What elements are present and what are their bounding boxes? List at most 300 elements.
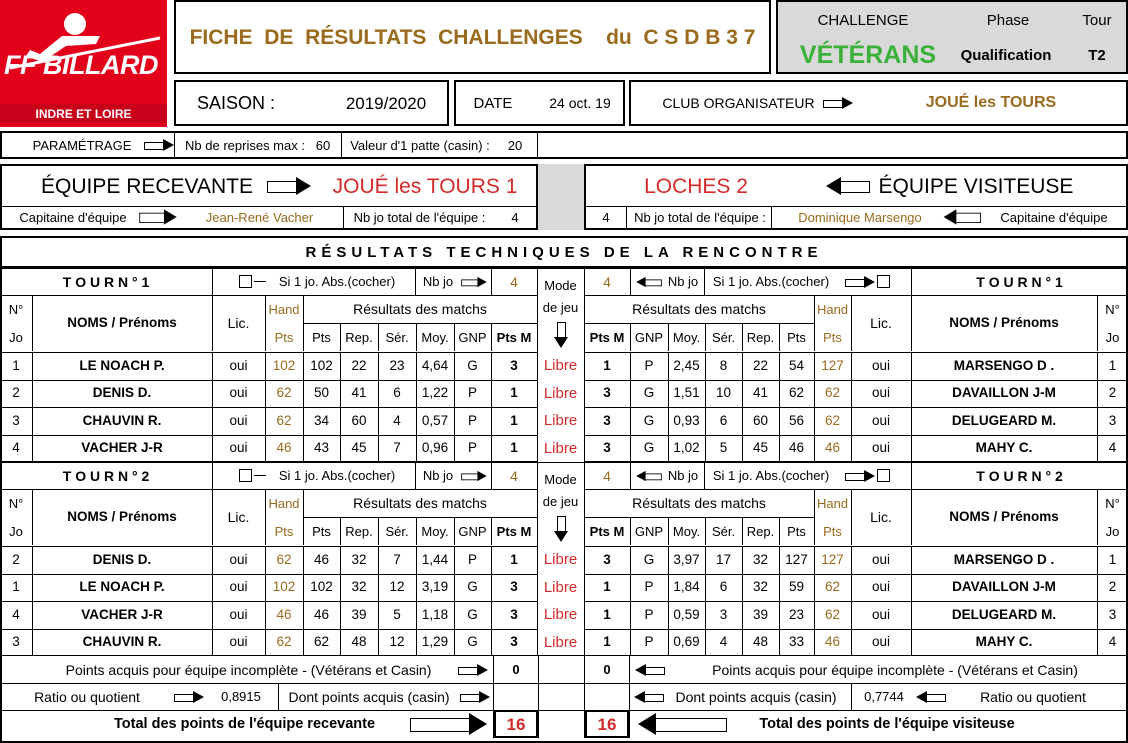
reprises-label: Nb de reprises max : bbox=[185, 137, 305, 153]
cell-hptsm: 3 bbox=[510, 634, 518, 650]
header-n: N° bbox=[8, 301, 24, 317]
absence-checkbox[interactable] bbox=[232, 268, 272, 295]
patte-label: Valeur d'1 patte (casin) : bbox=[350, 137, 490, 153]
club-label: CLUB ORGANISATEUR bbox=[662, 95, 815, 111]
team-separator bbox=[538, 164, 584, 230]
cell-hname: CHAUVIN R. bbox=[82, 412, 162, 428]
cell-ahand: 62 bbox=[824, 606, 841, 622]
cell-arep: 60 bbox=[752, 412, 769, 428]
header-moy: Moy. bbox=[421, 329, 449, 345]
arrow-left-icon bbox=[914, 683, 948, 710]
cell-an: 3 bbox=[1108, 412, 1117, 428]
ratio-away: 0,7744 bbox=[864, 689, 904, 704]
home-nbjo-label: Nb jo total de l'équipe : bbox=[353, 209, 486, 225]
cell-arep: 41 bbox=[752, 385, 769, 401]
header-pts: Pts bbox=[787, 329, 806, 345]
logo-subtitle: INDRE ET LOIRE bbox=[0, 104, 167, 123]
header-ser: Sér. bbox=[385, 329, 409, 345]
casin-label-home: Dont points acquis (casin) bbox=[288, 688, 450, 705]
header-hand-pts: Pts bbox=[823, 523, 842, 539]
arrow-right-icon bbox=[264, 168, 314, 204]
arrow-down-icon bbox=[537, 514, 584, 544]
cell-amoy: 0,69 bbox=[673, 634, 700, 650]
cell-hlic: oui bbox=[229, 412, 248, 428]
cell-hname: VACHER J-R bbox=[81, 606, 163, 622]
header-resultats: Résultats des matchs bbox=[632, 495, 766, 511]
page-title: FICHE DE RÉSULTATS CHALLENGES du C S D B 3 7 bbox=[189, 25, 756, 49]
header-ser: Sér. bbox=[385, 523, 409, 539]
cell-aname: MAHY C. bbox=[975, 440, 1033, 456]
cell-hrep: 41 bbox=[351, 385, 367, 401]
cell-aptsm: 3 bbox=[603, 440, 611, 456]
mode-value: Libre bbox=[543, 439, 578, 457]
cell-hgnp: P bbox=[467, 440, 477, 456]
home-label: ÉQUIPE RECEVANTE bbox=[41, 174, 253, 198]
cell-hn: 2 bbox=[12, 385, 20, 401]
away-team-box bbox=[584, 164, 1128, 230]
cell-aser: 8 bbox=[719, 357, 728, 373]
cell-hrep: 45 bbox=[351, 440, 367, 456]
arrow-down-icon bbox=[537, 320, 584, 350]
cell-apts: 23 bbox=[788, 606, 805, 622]
cell-amoy: 2,45 bbox=[673, 357, 700, 373]
cell-aname: MARSENGO D . bbox=[953, 357, 1055, 373]
cell-agnp: P bbox=[644, 634, 654, 650]
nbjo-label: Nb jo bbox=[667, 274, 699, 289]
cell-an: 2 bbox=[1108, 385, 1117, 401]
cell-alic: oui bbox=[871, 357, 890, 373]
cell-hname: CHAUVIN R. bbox=[82, 634, 162, 650]
header-hand: Hand bbox=[268, 495, 300, 511]
cell-hmoy: 0,57 bbox=[421, 412, 449, 428]
cell-alic: oui bbox=[871, 385, 890, 401]
header-rep: Rep. bbox=[746, 329, 775, 345]
header-jo: Jo bbox=[9, 523, 23, 539]
incomplete-away: 0 bbox=[603, 662, 611, 677]
cell-amoy: 1,84 bbox=[673, 579, 700, 595]
header-hand-pts: Pts bbox=[274, 329, 294, 345]
absence-checkbox[interactable] bbox=[232, 462, 272, 489]
cell-hmoy: 1,44 bbox=[421, 551, 449, 567]
incomplete-label-away: Points acquis pour équipe incomplète - (Vétérans et Casin) bbox=[712, 661, 1078, 678]
home-team-box bbox=[0, 164, 538, 230]
cell-hlic: oui bbox=[229, 634, 248, 650]
cell-hmoy: 1,29 bbox=[421, 634, 449, 650]
cell-aser: 3 bbox=[719, 606, 728, 622]
cell-hptsm: 3 bbox=[510, 579, 518, 595]
mode-value: Libre bbox=[543, 412, 578, 429]
header-hand-pts: Pts bbox=[274, 523, 294, 539]
header-lic: Lic. bbox=[227, 315, 250, 331]
header-ptsm: Pts M bbox=[589, 329, 625, 345]
cell-an: 4 bbox=[1108, 440, 1117, 456]
header-ptsm: Pts M bbox=[496, 523, 532, 539]
cell-arep: 48 bbox=[752, 634, 769, 650]
arrow-left-icon bbox=[634, 710, 730, 738]
club-value: JOUÉ les TOURS bbox=[925, 94, 1057, 111]
ratio-home: 0,8915 bbox=[221, 689, 261, 704]
total-away-label: Total des points de l'équipe visiteuse bbox=[759, 715, 1015, 732]
header-n: N° bbox=[1105, 495, 1120, 511]
cell-arep: 32 bbox=[752, 579, 769, 595]
cell-agnp: G bbox=[643, 551, 655, 567]
cell-hname: VACHER J-R bbox=[81, 440, 163, 456]
cell-apts: 46 bbox=[788, 440, 805, 456]
cell-hgnp: G bbox=[467, 357, 478, 373]
away-nbjo-label: Nb jo total de l'équipe : bbox=[634, 209, 766, 225]
arrow-right-icon bbox=[455, 656, 491, 683]
cell-hn: 2 bbox=[12, 551, 20, 567]
nbjo-home: 4 bbox=[510, 467, 518, 484]
title-box bbox=[174, 0, 771, 74]
cell-hn: 3 bbox=[12, 412, 20, 428]
cell-hrep: 32 bbox=[351, 579, 367, 595]
cell-arep: 32 bbox=[752, 551, 769, 567]
nbjo-label: Nb jo bbox=[422, 274, 454, 289]
cell-hgnp: G bbox=[467, 606, 478, 622]
cell-hgnp: P bbox=[467, 551, 477, 567]
cell-aptsm: 1 bbox=[603, 634, 611, 650]
tour-label: T O U R N ° 1 bbox=[976, 273, 1063, 290]
cell-hrep: 39 bbox=[351, 606, 367, 622]
cell-aser: 10 bbox=[715, 385, 732, 401]
cell-arep: 22 bbox=[752, 357, 769, 373]
nbjo-away: 4 bbox=[603, 467, 611, 484]
cell-hname: LE NOACH P. bbox=[79, 579, 165, 595]
mode-label-2: de jeu bbox=[542, 299, 579, 315]
header-pts: Pts bbox=[312, 523, 331, 539]
cell-hpts: 46 bbox=[313, 606, 330, 622]
cell-hmoy: 4,64 bbox=[421, 357, 449, 373]
cell-apts: 62 bbox=[788, 385, 805, 401]
cell-hgnp: G bbox=[467, 579, 478, 595]
cell-ahand: 46 bbox=[824, 634, 841, 650]
cell-hn: 3 bbox=[12, 634, 20, 650]
ff-billard-logo bbox=[0, 0, 167, 127]
absence-label: Si 1 jo. Abs.(cocher) bbox=[712, 468, 830, 483]
tour-label: Tour bbox=[1082, 11, 1112, 29]
away-captain-label: Capitaine d'équipe bbox=[1000, 209, 1108, 225]
cell-aname: DELUGEARD M. bbox=[951, 606, 1057, 622]
date-label: DATE bbox=[473, 94, 513, 112]
absence-checkbox[interactable] bbox=[838, 268, 896, 295]
cell-hser: 7 bbox=[393, 440, 401, 456]
cell-agnp: G bbox=[643, 440, 655, 456]
cell-aptsm: 1 bbox=[603, 606, 611, 622]
header-hand: Hand bbox=[268, 301, 300, 317]
logo-title: FF BILLARD bbox=[4, 50, 158, 80]
cell-arep: 39 bbox=[752, 606, 769, 622]
cell-agnp: P bbox=[644, 357, 654, 373]
header-noms: NOMS / Prénoms bbox=[67, 315, 177, 331]
absence-label: Si 1 jo. Abs.(cocher) bbox=[278, 274, 396, 289]
cell-hptsm: 3 bbox=[510, 606, 518, 622]
nbjo-label: Nb jo bbox=[422, 468, 454, 483]
cell-an: 2 bbox=[1108, 579, 1117, 595]
absence-checkbox[interactable] bbox=[838, 462, 896, 489]
cell-hlic: oui bbox=[229, 606, 248, 622]
cell-apts: 56 bbox=[788, 412, 805, 428]
cell-arep: 45 bbox=[752, 440, 769, 456]
cell-hpts: 62 bbox=[313, 634, 330, 650]
header-noms: NOMS / Prénoms bbox=[949, 315, 1059, 331]
cell-hptsm: 1 bbox=[510, 440, 518, 456]
cell-aname: DAVAILLON J-M bbox=[952, 385, 1056, 401]
cell-apts: 54 bbox=[788, 357, 805, 373]
away-name: LOCHES 2 bbox=[644, 174, 748, 198]
cell-amoy: 1,51 bbox=[673, 385, 700, 401]
cell-hn: 4 bbox=[12, 606, 20, 622]
cell-amoy: 0,93 bbox=[673, 412, 700, 428]
date-box bbox=[454, 80, 625, 126]
results-title: RÉSULTATS TECHNIQUES DE LA RENCONTRE bbox=[305, 243, 823, 261]
cell-hrep: 22 bbox=[351, 357, 367, 373]
mode-label: Mode bbox=[544, 277, 577, 293]
cell-aname: DELUGEARD M. bbox=[951, 412, 1057, 428]
cell-hpts: 102 bbox=[310, 357, 333, 373]
cell-an: 1 bbox=[1108, 357, 1117, 373]
cell-alic: oui bbox=[871, 606, 890, 622]
arrow-right-icon bbox=[458, 462, 490, 489]
header-n: N° bbox=[8, 495, 24, 511]
mode-value: Libre bbox=[543, 633, 578, 651]
cell-hlic: oui bbox=[229, 440, 248, 456]
header-resultats: Résultats des matchs bbox=[353, 495, 487, 511]
header-gnp: GNP bbox=[634, 523, 664, 539]
cell-hptsm: 3 bbox=[510, 357, 518, 373]
challenge-box bbox=[776, 0, 1128, 74]
saison-label: SAISON : bbox=[196, 93, 276, 113]
cell-hser: 23 bbox=[389, 357, 405, 373]
cell-ahand: 62 bbox=[824, 385, 841, 401]
cell-agnp: G bbox=[643, 412, 655, 428]
header-gnp: GNP bbox=[458, 329, 487, 345]
header-noms: NOMS / Prénoms bbox=[949, 509, 1059, 525]
mode-value: Libre bbox=[543, 357, 578, 374]
mode-label-2: de jeu bbox=[542, 493, 579, 509]
param-row bbox=[0, 131, 1128, 159]
header-lic: Lic. bbox=[870, 315, 892, 331]
cell-hhand: 62 bbox=[276, 412, 292, 428]
cell-hmoy: 1,22 bbox=[421, 385, 449, 401]
nbjo-label: Nb jo bbox=[667, 468, 699, 483]
cell-hptsm: 1 bbox=[510, 412, 518, 428]
cell-aser: 6 bbox=[719, 412, 728, 428]
nbjo-away: 4 bbox=[603, 273, 611, 290]
tour-value: T2 bbox=[1088, 46, 1106, 64]
header-resultats: Résultats des matchs bbox=[632, 301, 766, 317]
cell-agnp: P bbox=[644, 606, 654, 622]
header-pts: Pts bbox=[787, 523, 806, 539]
arrow-left-icon bbox=[632, 656, 668, 683]
header-ser: Sér. bbox=[711, 329, 736, 345]
cell-hser: 12 bbox=[389, 579, 405, 595]
cell-hmoy: 3,19 bbox=[421, 579, 449, 595]
cell-agnp: G bbox=[643, 385, 655, 401]
incomplete-label-home: Points acquis pour équipe incomplète - (Vétérans et Casin) bbox=[65, 661, 432, 678]
tour-label: T O U R N ° 1 bbox=[62, 273, 150, 290]
ratio-label-home: Ratio ou quotient bbox=[34, 688, 140, 705]
header-rep: Rep. bbox=[345, 523, 373, 539]
arrow-left-icon bbox=[824, 168, 872, 204]
cell-hname: DENIS D. bbox=[92, 385, 152, 401]
cell-hptsm: 1 bbox=[510, 551, 518, 567]
cell-hhand: 102 bbox=[272, 357, 296, 373]
mode-value: Libre bbox=[543, 606, 578, 623]
cell-hlic: oui bbox=[229, 551, 248, 567]
header-ptsm: Pts M bbox=[496, 329, 532, 345]
results-title-box bbox=[0, 236, 1128, 268]
reprises-value: 60 bbox=[315, 137, 331, 153]
arrow-right-icon bbox=[458, 268, 490, 295]
cell-hn: 1 bbox=[12, 579, 20, 595]
header-rep: Rep. bbox=[746, 523, 775, 539]
cell-an: 1 bbox=[1108, 551, 1117, 567]
mode-value: Libre bbox=[543, 551, 578, 568]
cell-aser: 4 bbox=[719, 634, 728, 650]
date-value: 24 oct. 19 bbox=[549, 95, 611, 111]
cell-hptsm: 1 bbox=[510, 385, 518, 401]
header-gnp: GNP bbox=[634, 329, 664, 345]
cell-hrep: 48 bbox=[351, 634, 367, 650]
away-nbjo: 4 bbox=[602, 209, 610, 225]
header-lic: Lic. bbox=[227, 509, 250, 525]
cell-aptsm: 3 bbox=[603, 551, 611, 567]
cell-hpts: 46 bbox=[313, 551, 330, 567]
header-jo: Jo bbox=[9, 329, 23, 345]
cell-aptsm: 1 bbox=[603, 357, 611, 373]
tour-label: T O U R N ° 2 bbox=[976, 467, 1063, 484]
absence-label: Si 1 jo. Abs.(cocher) bbox=[712, 274, 830, 289]
header-jo: Jo bbox=[1105, 523, 1120, 539]
header-noms: NOMS / Prénoms bbox=[67, 509, 177, 525]
header-moy: Moy. bbox=[672, 329, 701, 345]
club-box bbox=[629, 80, 1128, 126]
cell-hname: LE NOACH P. bbox=[79, 357, 165, 373]
cell-hhand: 62 bbox=[276, 634, 292, 650]
cell-hn: 1 bbox=[12, 357, 20, 373]
header-moy: Moy. bbox=[421, 523, 449, 539]
cell-hhand: 102 bbox=[272, 579, 296, 595]
cell-hlic: oui bbox=[229, 579, 248, 595]
arrow-right-icon bbox=[821, 82, 855, 124]
phase-label: Phase bbox=[986, 11, 1030, 29]
arrow-right-icon bbox=[458, 683, 492, 710]
cell-amoy: 0,59 bbox=[673, 606, 700, 622]
home-captain: Jean-René Vacher bbox=[205, 209, 314, 225]
header-hand-pts: Pts bbox=[823, 329, 842, 345]
total-home: 16 bbox=[494, 710, 538, 738]
challenge-category: VÉTÉRANS bbox=[799, 40, 937, 69]
cell-aptsm: 3 bbox=[603, 385, 611, 401]
cell-ahand: 46 bbox=[824, 440, 841, 456]
cell-amoy: 3,97 bbox=[673, 551, 700, 567]
cell-hhand: 62 bbox=[276, 385, 292, 401]
cell-ahand: 127 bbox=[821, 357, 844, 373]
mode-value: Libre bbox=[543, 578, 578, 596]
cell-aser: 5 bbox=[719, 440, 728, 456]
header-hand: Hand bbox=[816, 301, 849, 317]
cell-alic: oui bbox=[871, 440, 890, 456]
cell-hhand: 62 bbox=[276, 551, 292, 567]
cell-hname: DENIS D. bbox=[92, 551, 152, 567]
cell-hser: 4 bbox=[393, 412, 401, 428]
absence-label: Si 1 jo. Abs.(cocher) bbox=[278, 468, 396, 483]
arrow-right-icon bbox=[172, 683, 206, 710]
header-moy: Moy. bbox=[672, 523, 701, 539]
saison-box bbox=[174, 80, 449, 126]
header-n: N° bbox=[1105, 301, 1120, 317]
cell-ahand: 127 bbox=[821, 551, 844, 567]
cell-hgnp: P bbox=[467, 412, 477, 428]
cell-hrep: 60 bbox=[351, 412, 367, 428]
nbjo-home: 4 bbox=[510, 273, 518, 290]
header-ser: Sér. bbox=[711, 523, 736, 539]
cell-hgnp: P bbox=[467, 385, 477, 401]
header-pts: Pts bbox=[312, 329, 331, 345]
cell-hpts: 34 bbox=[313, 412, 330, 428]
cell-aname: MARSENGO D . bbox=[953, 551, 1055, 567]
home-name: JOUÉ les TOURS 1 bbox=[332, 174, 518, 198]
footer bbox=[0, 655, 1128, 743]
param-label: PARAMÉTRAGE bbox=[32, 137, 132, 153]
header-gnp: GNP bbox=[458, 523, 487, 539]
cell-hlic: oui bbox=[229, 357, 248, 373]
cell-agnp: P bbox=[644, 579, 654, 595]
arrow-left-icon bbox=[632, 268, 666, 295]
arrow-right-icon bbox=[407, 710, 491, 738]
arrow-right-icon bbox=[135, 206, 181, 228]
total-away: 16 bbox=[585, 710, 629, 738]
away-captain: Dominique Marsengo bbox=[798, 209, 922, 225]
cell-hser: 7 bbox=[393, 551, 401, 567]
cell-apts: 33 bbox=[788, 634, 805, 650]
cell-alic: oui bbox=[871, 634, 890, 650]
cell-aname: DAVAILLON J-M bbox=[952, 579, 1056, 595]
cell-hn: 4 bbox=[12, 440, 20, 456]
casin-label-away: Dont points acquis (casin) bbox=[675, 688, 837, 705]
tour-label: T O U R N ° 2 bbox=[62, 467, 150, 484]
cell-aser: 17 bbox=[715, 551, 732, 567]
home-captain-label: Capitaine d'équipe bbox=[19, 209, 127, 225]
header-lic: Lic. bbox=[870, 509, 892, 525]
cell-hser: 5 bbox=[393, 606, 401, 622]
cell-an: 4 bbox=[1108, 634, 1117, 650]
header-ptsm: Pts M bbox=[589, 523, 625, 539]
cell-hlic: oui bbox=[229, 385, 248, 401]
cell-aptsm: 3 bbox=[603, 412, 611, 428]
home-nbjo: 4 bbox=[511, 209, 519, 225]
cell-apts: 59 bbox=[788, 579, 805, 595]
challenge-label: CHALLENGE bbox=[817, 11, 909, 29]
cell-alic: oui bbox=[871, 551, 890, 567]
cell-hhand: 46 bbox=[276, 606, 292, 622]
cell-an: 3 bbox=[1108, 606, 1117, 622]
phase-value: Qualification bbox=[960, 46, 1052, 64]
incomplete-home: 0 bbox=[512, 662, 520, 677]
arrow-left-icon bbox=[632, 683, 666, 710]
arrow-right-icon bbox=[142, 133, 172, 157]
cell-hser: 12 bbox=[389, 634, 405, 650]
header-rep: Rep. bbox=[345, 329, 373, 345]
cell-hpts: 43 bbox=[313, 440, 330, 456]
away-label: ÉQUIPE VISITEUSE bbox=[878, 174, 1074, 198]
cell-hmoy: 1,18 bbox=[421, 606, 449, 622]
cell-aser: 6 bbox=[719, 579, 728, 595]
cell-amoy: 1,02 bbox=[673, 440, 700, 456]
cell-apts: 127 bbox=[785, 551, 808, 567]
mode-value: Libre bbox=[543, 384, 578, 402]
